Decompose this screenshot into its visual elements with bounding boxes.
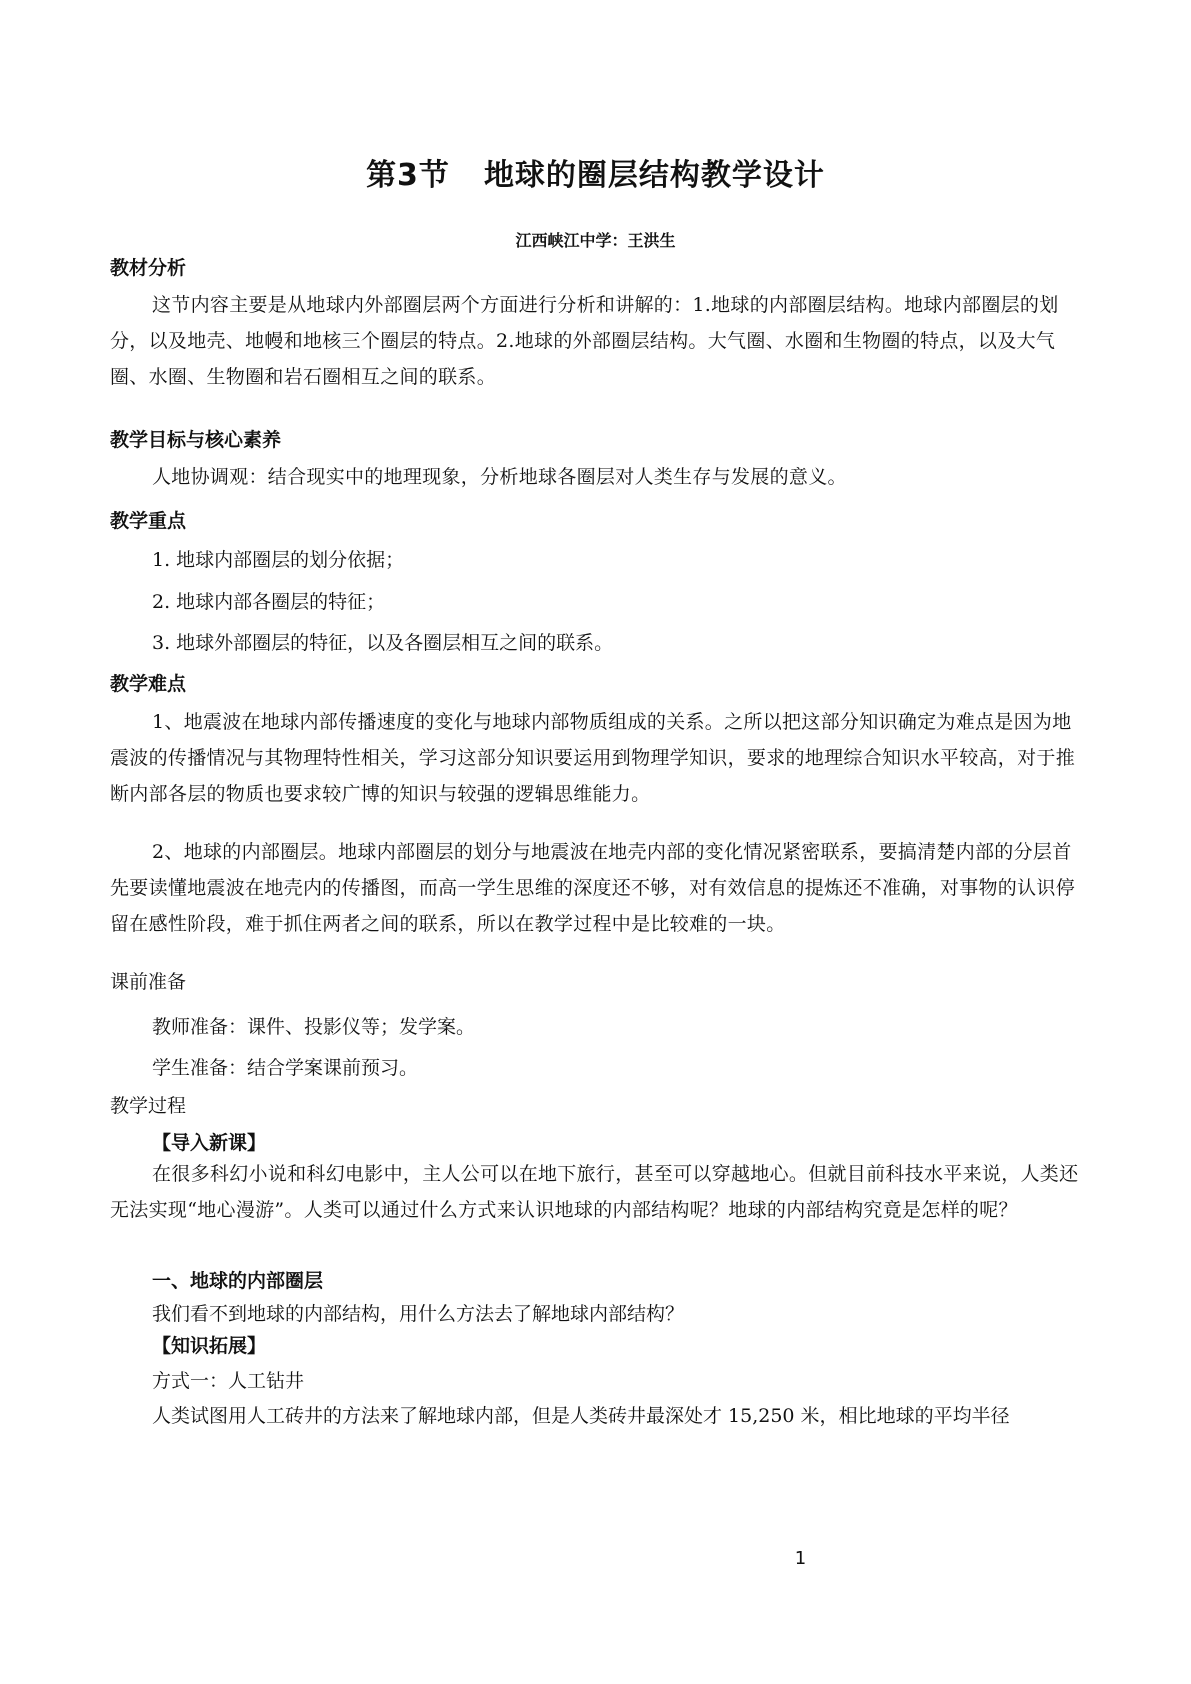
list-item: 1. 地球内部圈层的划分依据；	[152, 549, 405, 571]
extension-title: 【知识拓展】	[152, 1335, 267, 1357]
heading-goals: 教学目标与核心素养	[110, 429, 282, 451]
heading-analysis: 教材分析	[110, 257, 187, 279]
paragraph-difficulty-2: 2、地球的内部圈层。地球内部圈层的划分与地震波在地壳内部的变化情况紧密联系，要搞清楚内部的分层首先要读懂地震波在地壳内的传播图，而高一学生思维的深度还不够，对有效信息的提炼还不准确，对事物的认识停留在感性阶段，难于抓住两者之间的联系，所以在教学过程中是比较难的一块。	[110, 841, 1076, 935]
heading-keypoints: 教学重点	[110, 510, 187, 532]
paragraph-goals: 人地协调观：结合现实中的地理现象，分析地球各圈层对人类生存与发展的意义。	[152, 466, 847, 488]
paragraph-analysis: 这节内容主要是从地球内外部圈层两个方面进行分析和讲解的：1.地球的内部圈层结构。地球内部圈层的划分，以及地壳、地幔和地核三个圈层的特点。2.地球的外部圈层结构。大气圈、水圈和生物圈的特点，以及大气圈、水圈、生物圈和岩石圈相互之间的联系。	[110, 294, 1059, 388]
prep-student: 学生准备：结合学案课前预习。	[152, 1057, 419, 1079]
title-section-number: 第3节	[366, 158, 450, 193]
method1-title: 方式一：人工钻井	[152, 1370, 305, 1392]
intro-title: 【导入新课】	[152, 1132, 267, 1154]
author-line: 江西峡江中学：王洪生	[515, 231, 676, 250]
list-item: 2. 地球内部各圈层的特征；	[152, 591, 386, 613]
title-text: 地球的圈层结构教学设计	[483, 158, 825, 193]
paragraph-intro: 在很多科幻小说和科幻电影中，主人公可以在地下旅行，甚至可以穿越地心。但就目前科技水平来说，人类还无法实现“地心漫游”。人类可以通过什么方式来认识地球的内部结构呢？地球的内部结构究竟是怎样的呢？	[110, 1163, 1079, 1221]
part1-title: 一、地球的内部圈层	[152, 1270, 324, 1292]
paragraph-method1: 人类试图用人工砖井的方法来了解地球内部，但是人类砖井最深处才 15,250 米，相比地球的平均半径	[152, 1405, 1010, 1427]
heading-difficulties: 教学难点	[110, 673, 187, 695]
prep-teacher: 教师准备：课件、投影仪等；发学案。	[152, 1016, 476, 1038]
heading-process: 教学过程	[110, 1095, 187, 1117]
paragraph-difficulty-1: 1、地震波在地球内部传播速度的变化与地球内部物质组成的关系。之所以把这部分知识确定为难点是因为地震波的传播情况与其物理特性相关，学习这部分知识要运用到物理学知识，要求的地理综合知识水平较高，对于推断内部各层的物质也要求较广博的知识与较强的逻辑思维能力。	[110, 711, 1076, 805]
heading-prep: 课前准备	[110, 971, 187, 993]
page-title	[0, 150, 1191, 194]
page-number: 1	[794, 1548, 807, 1569]
list-item: 3. 地球外部圈层的特征，以及各圈层相互之间的联系。	[152, 632, 614, 654]
part1-question: 我们看不到地球的内部结构，用什么方法去了解地球内部结构？	[152, 1303, 685, 1325]
